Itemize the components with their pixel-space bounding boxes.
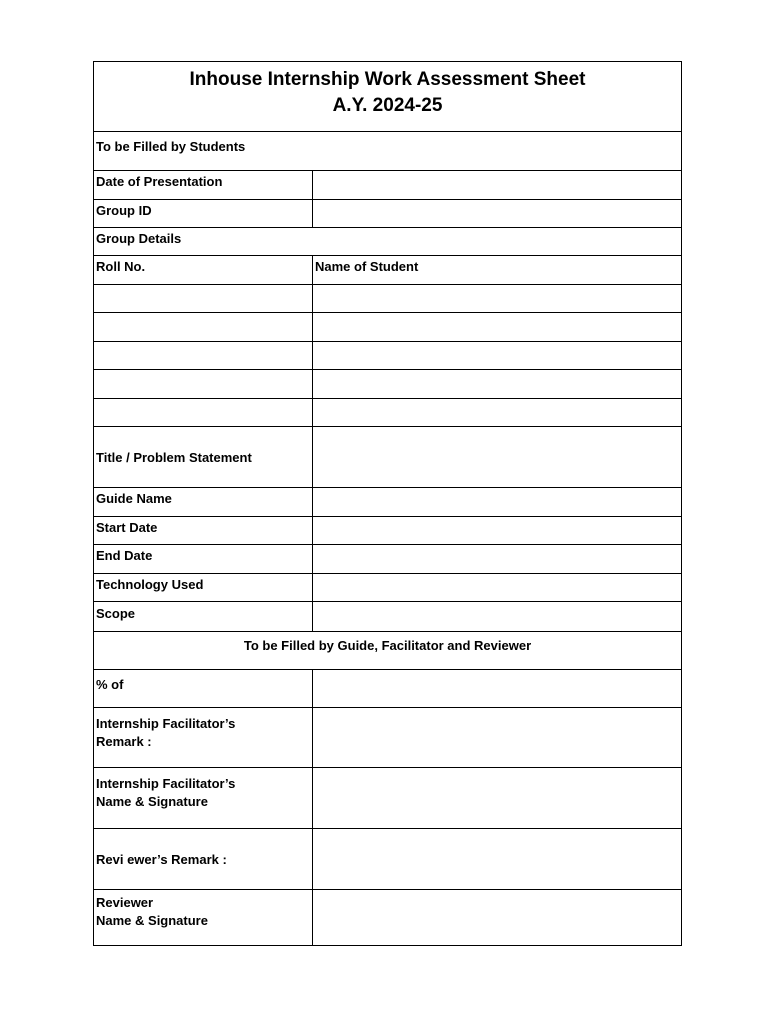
reviewer-remark-field[interactable] (313, 829, 681, 889)
reviewer-signature-label (94, 890, 313, 945)
sheet-title: Inhouse Internship Work Assessment Sheet (189, 69, 586, 90)
group-details-label: Group Details (96, 231, 182, 246)
form-row (94, 767, 681, 828)
percent-of-label: % of (94, 670, 313, 707)
technology-used-label: Technology Used (94, 574, 313, 601)
form-row (94, 170, 681, 199)
assessment-sheet (93, 61, 682, 946)
student-name-field[interactable] (313, 370, 681, 398)
facilitator-signature-label (94, 768, 313, 828)
table-row (94, 284, 681, 312)
sheet-header (94, 62, 681, 131)
end-date-field[interactable] (313, 545, 681, 573)
guide-name-label: Guide Name (94, 488, 313, 516)
form-row (94, 227, 681, 255)
facilitator-signature-field[interactable] (313, 768, 681, 828)
student-name-field[interactable] (313, 313, 681, 341)
date-of-presentation-label: Date of Presentation (94, 171, 313, 199)
student-name-field[interactable] (313, 399, 681, 426)
facilitator-remark-label (94, 708, 313, 767)
technology-used-field[interactable] (313, 574, 681, 601)
form-row (94, 426, 681, 487)
table-header-row (94, 255, 681, 284)
start-date-field[interactable] (313, 517, 681, 544)
facilitator-signature-line-1: Internship Facilitator’s (96, 776, 236, 791)
reviewer-signature-line-1: Reviewer (96, 895, 154, 910)
form-row (94, 199, 681, 227)
table-row (94, 341, 681, 369)
roll-no-field[interactable] (94, 342, 313, 369)
roll-no-field[interactable] (94, 370, 313, 398)
form-row (94, 889, 681, 945)
scope-field[interactable] (313, 602, 681, 631)
roll-no-field[interactable] (94, 285, 313, 312)
students-section-row (94, 131, 681, 170)
table-row (94, 312, 681, 341)
form-row (94, 544, 681, 573)
scope-label: Scope (94, 602, 313, 631)
students-section-heading: To be Filled by Students (96, 139, 246, 154)
group-id-field[interactable] (313, 200, 681, 227)
form-row (94, 828, 681, 889)
student-name-field[interactable] (313, 285, 681, 312)
academic-year: A.Y. 2024-25 (332, 95, 443, 116)
percent-of-field[interactable] (313, 670, 681, 707)
roll-no-header: Roll No. (94, 256, 313, 284)
guide-section-row (94, 631, 681, 669)
form-row (94, 601, 681, 631)
facilitator-remark-field[interactable] (313, 708, 681, 767)
facilitator-remark-line-1: Internship Facilitator’s (96, 716, 236, 731)
group-id-label: Group ID (94, 200, 313, 227)
table-row (94, 398, 681, 426)
reviewer-signature-field[interactable] (313, 890, 681, 945)
name-of-student-header: Name of Student (315, 259, 419, 274)
reviewer-signature-line-2: Name & Signature (96, 913, 208, 928)
form-row (94, 573, 681, 601)
start-date-label: Start Date (94, 517, 313, 544)
student-name-field[interactable] (313, 342, 681, 369)
date-of-presentation-field[interactable] (313, 171, 681, 199)
guide-section-heading: To be Filled by Guide, Facilitator and Reviewer (243, 638, 532, 653)
roll-no-field[interactable] (94, 399, 313, 426)
form-row (94, 487, 681, 516)
facilitator-signature-line-2: Name & Signature (96, 794, 208, 809)
roll-no-field[interactable] (94, 313, 313, 341)
end-date-label: End Date (94, 545, 313, 573)
facilitator-remark-line-2: Remark : (96, 734, 152, 749)
form-row (94, 707, 681, 767)
title-problem-field[interactable] (313, 427, 681, 487)
table-row (94, 369, 681, 398)
reviewer-remark-label: Revi ewer’s Remark : (94, 829, 313, 889)
title-problem-label: Title / Problem Statement (94, 427, 313, 487)
guide-name-field[interactable] (313, 488, 681, 516)
form-row (94, 516, 681, 544)
form-row (94, 669, 681, 707)
